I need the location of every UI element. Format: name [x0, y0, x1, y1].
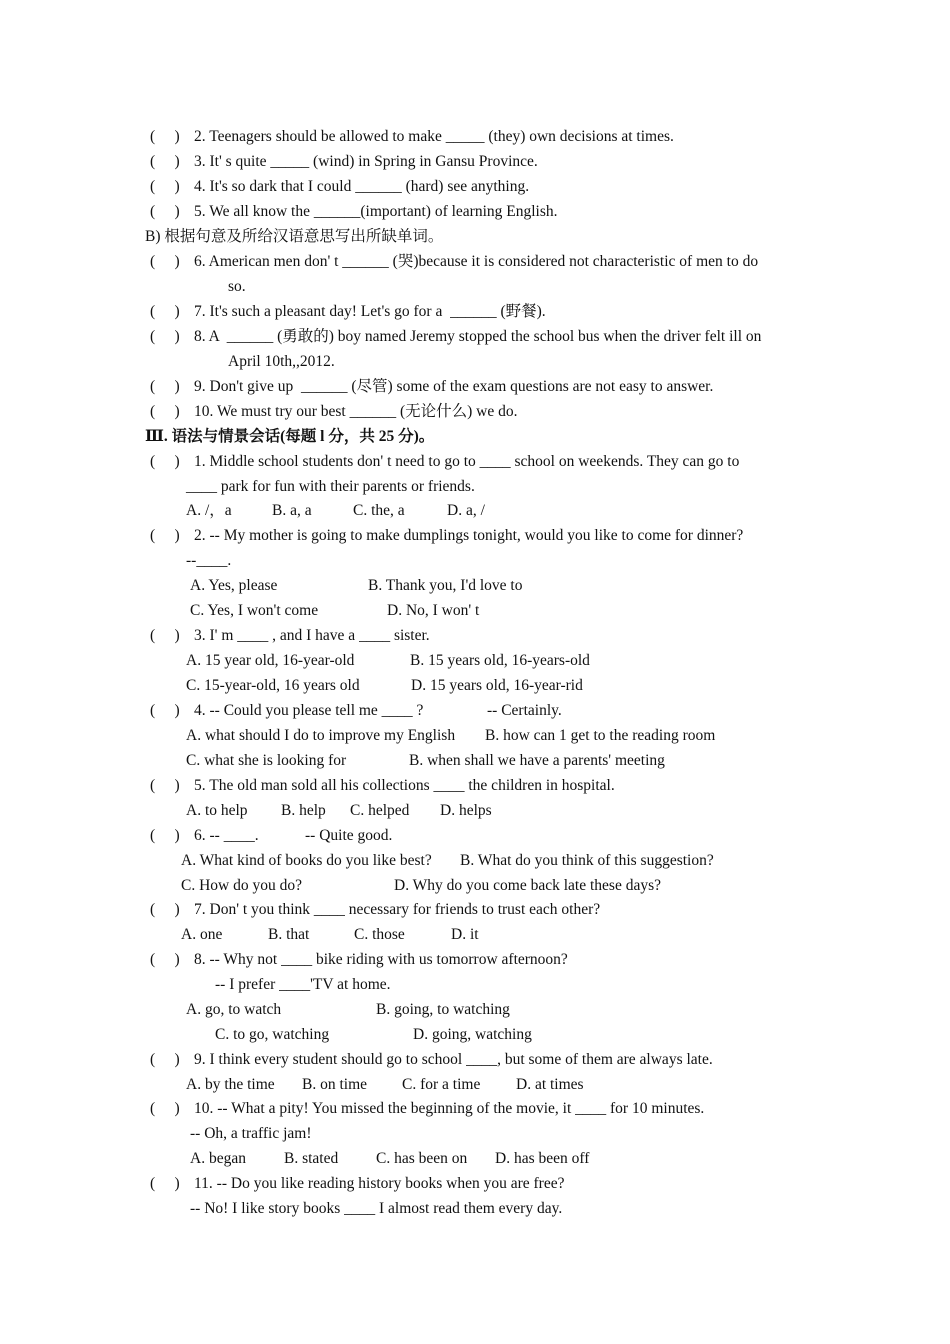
option-b: B. on time	[302, 1076, 368, 1093]
option-a: A. to help	[186, 802, 248, 819]
option-d: D. helps	[440, 802, 492, 819]
option-b: B. Thank you, I'd love to	[368, 577, 523, 594]
question-text: 10. -- What a pity! You missed the beginning of the movie, it ____ for 10 minutes.	[194, 1100, 705, 1117]
option-a: A. what should I do to improve my English	[186, 727, 456, 744]
answer-paren: ( )	[150, 777, 180, 794]
answer-paren: ( )	[150, 951, 180, 968]
answer-paren: ( )	[150, 1100, 180, 1117]
option-c: C. 15-year-old, 16 years old	[186, 677, 360, 694]
question-text: 4. -- Could you please tell me ____ ?	[194, 702, 424, 719]
question-continuation: April 10th,,2012.	[228, 353, 335, 370]
question-text: 3. I' m ____ , and I have a ____ sister.	[194, 627, 430, 644]
question-text: 2. -- My mother is going to make dumplings tonight, would you like to come for dinner?	[194, 527, 744, 544]
option-c: C. the, a	[353, 502, 405, 519]
option-a: A. by the time	[186, 1076, 275, 1093]
answer-paren: ( )	[150, 1175, 180, 1192]
answer-paren: ( )	[150, 527, 180, 544]
question-text: 9. I think every student should go to school ____, but some of them are always late.	[194, 1051, 713, 1068]
answer-paren: ( )	[150, 702, 180, 719]
section-b-heading: B) 根据句意及所给汉语意思写出所缺单词。	[145, 228, 444, 245]
option-c: C. Yes, I won't come	[190, 602, 319, 619]
question-continuation: ____ park for fun with their parents or friends.	[186, 478, 475, 495]
question-continuation: -- Oh, a traffic jam!	[190, 1125, 312, 1142]
option-a: A. What kind of books do you like best?	[181, 852, 432, 869]
option-b: B. that	[268, 926, 310, 943]
question-text: 5. We all know the ______(important) of learning English.	[194, 203, 558, 220]
option-c: C. those	[354, 926, 405, 943]
question-reply: -- Certainly.	[487, 702, 562, 719]
question-text: 7. It's such a pleasant day! Let's go for a ______ (野餐).	[194, 303, 546, 320]
option-d: D. at times	[516, 1076, 584, 1093]
option-b: B. stated	[284, 1150, 339, 1167]
option-c: C. for a time	[402, 1076, 481, 1093]
answer-paren: ( )	[150, 328, 180, 345]
question-text: 8. A ______ (勇敢的) boy named Jeremy stopped the school bus when the driver felt ill on	[194, 328, 762, 345]
answer-paren: ( )	[150, 378, 180, 395]
option-a: A. /，a	[186, 502, 232, 519]
answer-paren: ( )	[150, 627, 180, 644]
answer-paren: ( )	[150, 403, 180, 420]
answer-paren: ( )	[150, 1051, 180, 1068]
question-text: 8. -- Why not ____ bike riding with us tomorrow afternoon?	[194, 951, 568, 968]
question-text: 4. It's so dark that I could ______ (hard) see anything.	[194, 178, 530, 195]
question-text: 3. It' s quite _____ (wind) in Spring in Gansu Province.	[194, 153, 538, 170]
option-a: A. began	[190, 1150, 246, 1167]
option-b: B. What do you think of this suggestion?	[460, 852, 714, 869]
answer-paren: ( )	[150, 253, 180, 270]
option-d: D. it	[451, 926, 479, 943]
question-text: 6. American men don' t ______ (哭)because it is considered not characteristic of men to do	[194, 253, 759, 270]
option-c: C. what she is looking for	[186, 752, 347, 769]
answer-paren: ( )	[150, 153, 180, 170]
answer-paren: ( )	[150, 827, 180, 844]
question-text: 11. -- Do you like reading history books when you are free?	[194, 1175, 565, 1192]
question-continuation: -- No! I like story books ____ I almost read them every day.	[190, 1200, 563, 1217]
option-d: D. has been off	[495, 1150, 590, 1167]
answer-paren: ( )	[150, 453, 180, 470]
question-text: 7. Don' t you think ____ necessary for friends to trust each other?	[194, 901, 601, 918]
option-d: D. No, I won' t	[387, 602, 480, 619]
option-b: B. going, to watching	[376, 1001, 510, 1018]
option-c: C. to go, watching	[215, 1026, 330, 1043]
option-a: A. go, to watch	[186, 1001, 282, 1018]
option-d: D. 15 years old, 16-year-rid	[411, 677, 583, 694]
option-a: A. Yes, please	[190, 577, 278, 594]
option-a: A. one	[181, 926, 223, 943]
question-text: 9. Don't give up ______ (尽管) some of the exam questions are not easy to answer.	[194, 378, 714, 395]
option-b: B. 15 years old, 16-years-old	[410, 652, 590, 669]
option-b: B. a, a	[272, 502, 312, 519]
option-a: A. 15 year old, 16-year-old	[186, 652, 355, 669]
question-text: 2. Teenagers should be allowed to make _____ (they) own decisions at times.	[194, 128, 674, 145]
option-b: B. help	[281, 802, 326, 819]
option-b: B. how can 1 get to the reading room	[485, 727, 716, 744]
question-reply: -- Quite good.	[305, 827, 393, 844]
answer-paren: ( )	[150, 178, 180, 195]
question-continuation: so.	[228, 278, 246, 295]
option-d: D. a, /	[447, 502, 485, 519]
section-3-heading: Ⅲ. 语法与情景会话(每题 l 分，共 25 分)。	[145, 428, 435, 445]
question-text: 5. The old man sold all his collections ____ the children in hospital.	[194, 777, 615, 794]
answer-paren: ( )	[150, 303, 180, 320]
question-text: 1. Middle school students don' t need to go to ____ school on weekends. They can go to	[194, 453, 740, 470]
question-text: 6. -- ____.	[194, 827, 259, 844]
question-continuation: --____.	[186, 552, 232, 569]
option-d: D. Why do you come back late these days?	[394, 877, 662, 894]
option-d: B. when shall we have a parents' meeting	[409, 752, 665, 769]
option-c: C. has been on	[376, 1150, 468, 1167]
answer-paren: ( )	[150, 203, 180, 220]
option-c: C. helped	[350, 802, 410, 819]
option-c: C. How do you do?	[181, 877, 302, 894]
option-d: D. going, watching	[413, 1026, 532, 1043]
question-text: 10. We must try our best ______ (无论什么) we do.	[194, 403, 518, 420]
question-continuation: -- I prefer ____'TV at home.	[215, 976, 391, 993]
answer-paren: ( )	[150, 128, 180, 145]
answer-paren: ( )	[150, 901, 180, 918]
